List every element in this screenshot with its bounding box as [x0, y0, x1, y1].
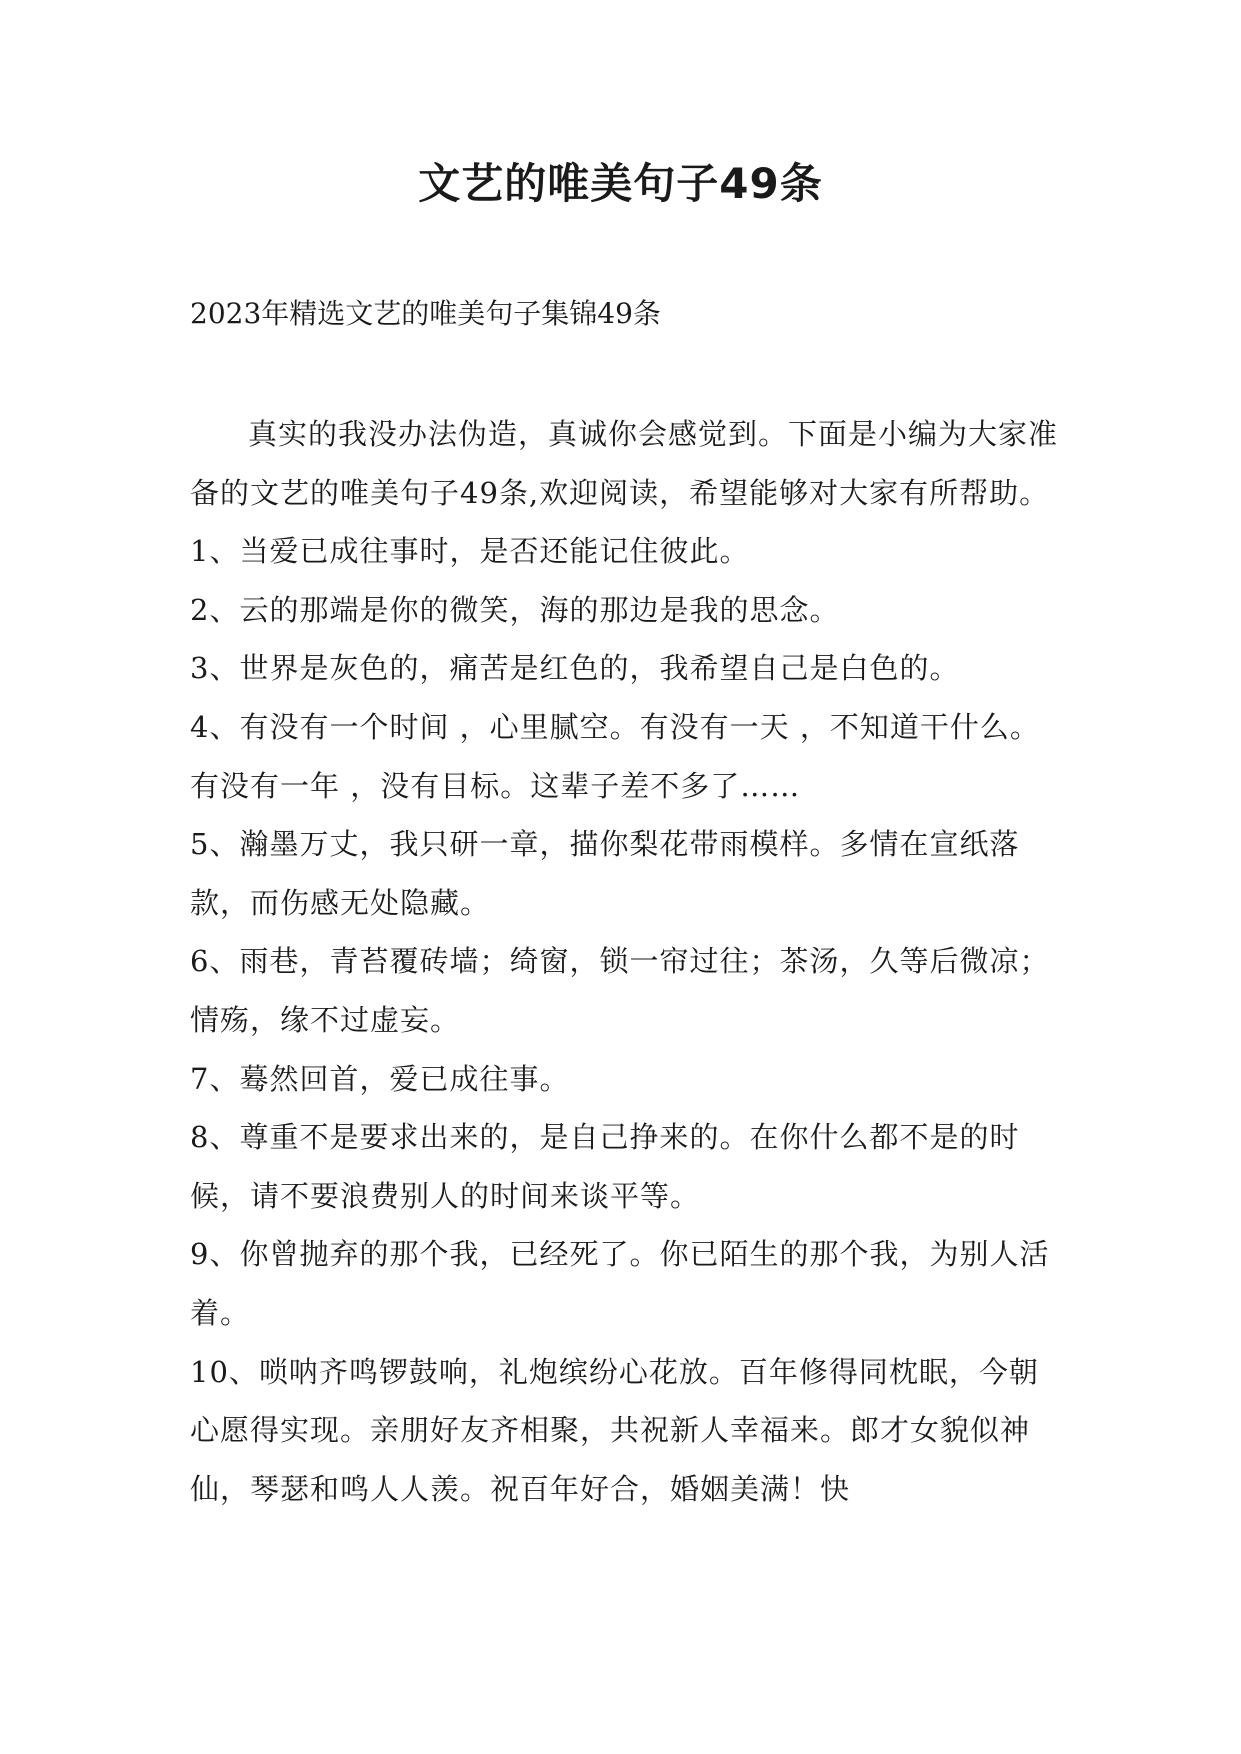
list-item: 10、唢呐齐鸣锣鼓响，礼炮缤纷心花放。百年修得同枕眠，今朝心愿得实现。亲朋好友齐相聚，共祝新人幸福来。郎才女貌似神仙，琴瑟和鸣人人羡。祝百年好合，婚姻美满！快: [190, 1354, 1039, 1506]
intro-paragraph: 真实的我没办法伪造，真诚你会感觉到。下面是小编为大家准备的文艺的唯美句子49条,欢迎阅读，希望能够对大家有所帮助。: [190, 417, 1059, 510]
list-item: 3、世界是灰色的，痛苦是红色的，我希望自己是白色的。: [190, 651, 960, 686]
list-item: 5、瀚墨万丈，我只研一章，描你梨花带雨模样。多情在宣纸落款，而伤感无处隐藏。: [190, 827, 1020, 920]
list-item: 2、云的那端是你的微笑，海的那边是我的思念。: [190, 592, 840, 627]
document-subtitle: 2023年精选文艺的唯美句子集锦49条: [190, 297, 661, 330]
list-item: 6、雨巷，青苔覆砖墙；绮窗，锁一帘过往；茶汤，久等后微凉；情殇，缘不过虚妄。: [190, 944, 1050, 1037]
list-item: 7、蓦然回首，爱已成往事。: [190, 1061, 570, 1096]
list-item: 1、当爱已成往事时，是否还能记住彼此。: [190, 534, 750, 569]
document-title: 文艺的唯美句子49条: [418, 159, 823, 208]
list-item: 4、有没有一个时间 ，心里腻空。有没有一天 ，不知道干什么。有没有一年 ，没有目标。这辈子差不多了……: [190, 709, 1040, 803]
list-item: 9、你曾抛弃的那个我，已经死了。你已陌生的那个我，为别人活着。: [190, 1237, 1050, 1330]
document-body: [190, 405, 1060, 1518]
list-item: 8、尊重不是要求出来的，是自己挣来的。在你什么都不是的时候，请不要浪费别人的时间来谈平等。: [190, 1120, 1020, 1213]
